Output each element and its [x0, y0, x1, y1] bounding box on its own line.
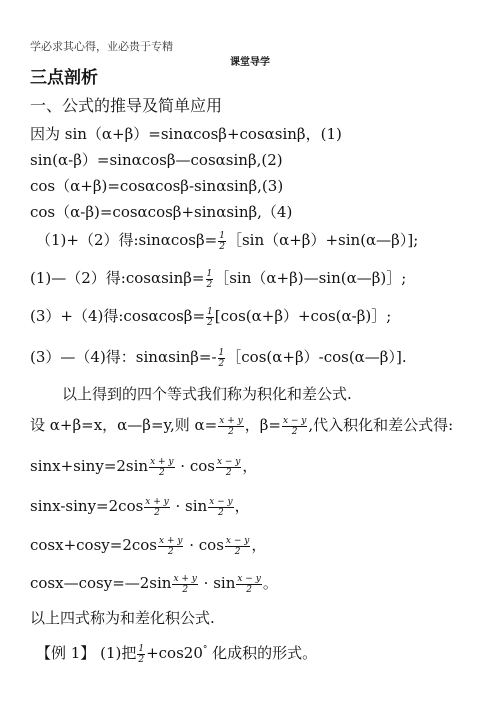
- eq-lhs: (1)—（2）得:cosαsinβ=: [30, 269, 205, 287]
- example-1: [36, 640, 317, 665]
- fraction: [218, 416, 243, 437]
- numerator: 1: [218, 347, 225, 358]
- formula-1: 因为 sin（α+β）=sinαcosβ+cosαsinβ，(1): [30, 125, 342, 143]
- eq-rhs: ［cos(α+β）-cos(α—β）].: [226, 348, 407, 366]
- text: · sin: [170, 497, 208, 515]
- section-title: 三点剖析: [30, 68, 98, 88]
- fraction: [216, 457, 241, 478]
- formula-2: sin(α-β）=sinαcosβ—cosαsinβ,(2): [30, 151, 283, 169]
- denominator: 2: [234, 546, 241, 557]
- subsection-title: 一、公式的推导及简单应用: [30, 96, 223, 115]
- text: 设 α+β=x，α—β=y,则 α=: [30, 416, 218, 434]
- sum-product-2: [30, 496, 250, 518]
- denominator: 2: [228, 426, 234, 437]
- numerator: x + y: [219, 415, 243, 426]
- fraction: [206, 307, 214, 328]
- numerator: 1: [207, 306, 213, 317]
- substitution-line: [30, 415, 453, 437]
- sum-product-3: [30, 535, 266, 557]
- fraction: [218, 231, 226, 252]
- text: ，: [234, 497, 250, 515]
- numerator: 1: [206, 268, 213, 279]
- fraction: [144, 497, 169, 518]
- fraction: [172, 574, 197, 595]
- text: (1)把: [100, 644, 137, 662]
- eq-lhs: （1)+（2）得:sinαcosβ=: [36, 231, 218, 249]
- product-sum-1: [36, 230, 418, 252]
- numerator: x − y: [237, 573, 261, 584]
- formula-4: cos（α-β)=cosαcosβ+sinαsinβ,（4): [30, 203, 293, 221]
- fraction: [225, 536, 250, 557]
- text: · sin: [198, 574, 236, 592]
- degree-symbol: °: [202, 645, 208, 655]
- numerator: x − y: [209, 496, 233, 507]
- eq-rhs: ［sin（α+β)—sin(α—β)］;: [214, 269, 407, 287]
- product-sum-3: [30, 306, 391, 328]
- denominator: 2: [219, 241, 225, 252]
- numerator: 1: [219, 230, 225, 241]
- text: sinx+siny=2sin: [30, 457, 149, 475]
- denominator: 2: [218, 358, 225, 369]
- denominator: 2: [138, 654, 145, 665]
- denominator: 2: [225, 467, 232, 478]
- eq-lhs: (3）+（4)得:cosαcosβ=: [30, 307, 206, 325]
- text: ，: [251, 536, 267, 554]
- eq-rhs: ［sin（α+β）+sin(α—β）];: [226, 231, 419, 249]
- sum-product-4: [30, 573, 278, 595]
- denominator: 2: [158, 467, 165, 478]
- fraction: [218, 348, 226, 369]
- numerator: x + y: [145, 496, 169, 507]
- denominator: 2: [167, 546, 174, 557]
- fraction: [208, 497, 233, 518]
- numerator: x + y: [173, 573, 197, 584]
- numerator: x + y: [159, 535, 183, 546]
- summary-sum-to-product: 以上四式称为和差化积公式.: [30, 609, 215, 627]
- eq-lhs: (3）—（4)得：sinαsinβ=-: [30, 348, 217, 366]
- text: 化成积的形式。: [207, 644, 318, 662]
- text: ，β=: [244, 416, 281, 434]
- fraction: [158, 536, 183, 557]
- eq-rhs: [cos(α+β）+cos(α-β)］;: [214, 307, 392, 325]
- sum-product-1: [30, 456, 257, 478]
- formula-3: cos（α+β)=cosαcosβ-sinαsinβ,(3): [30, 177, 284, 195]
- text: · cos: [184, 536, 224, 554]
- text: cosx—cosy=—2sin: [30, 574, 172, 592]
- numerator: x − y: [282, 415, 307, 426]
- text: cosx+cosy=2cos: [30, 536, 158, 554]
- text: ，: [242, 457, 258, 475]
- text: 。: [262, 574, 278, 592]
- product-sum-4: [30, 347, 407, 369]
- text: +cos20: [146, 644, 203, 662]
- header-course-title: 课堂导学: [230, 57, 270, 68]
- denominator: 2: [246, 584, 252, 595]
- denominator: 2: [207, 317, 213, 328]
- denominator: 2: [154, 507, 160, 518]
- denominator: 2: [218, 507, 224, 518]
- example-label: 【例 1】: [36, 644, 96, 662]
- text: ,代入积化和差公式得:: [308, 416, 454, 434]
- fraction: [282, 416, 307, 437]
- numerator: x − y: [225, 535, 250, 546]
- denominator: 2: [291, 426, 298, 437]
- denominator: 2: [182, 584, 189, 595]
- numerator: x + y: [150, 456, 174, 467]
- fraction: [149, 457, 174, 478]
- numerator: 1: [138, 643, 145, 654]
- text: sinx-siny=2cos: [30, 497, 144, 515]
- summary-product-to-sum: 以上得到的四个等式我们称为积化和差公式.: [62, 385, 352, 403]
- header-motto: 学必求其心得，业必贵于专精: [30, 40, 173, 53]
- text: · cos: [175, 457, 215, 475]
- denominator: 2: [206, 279, 213, 290]
- product-sum-2: [30, 268, 406, 290]
- numerator: x − y: [216, 456, 241, 467]
- fraction: [137, 644, 145, 665]
- fraction: [236, 574, 261, 595]
- fraction: [206, 269, 214, 290]
